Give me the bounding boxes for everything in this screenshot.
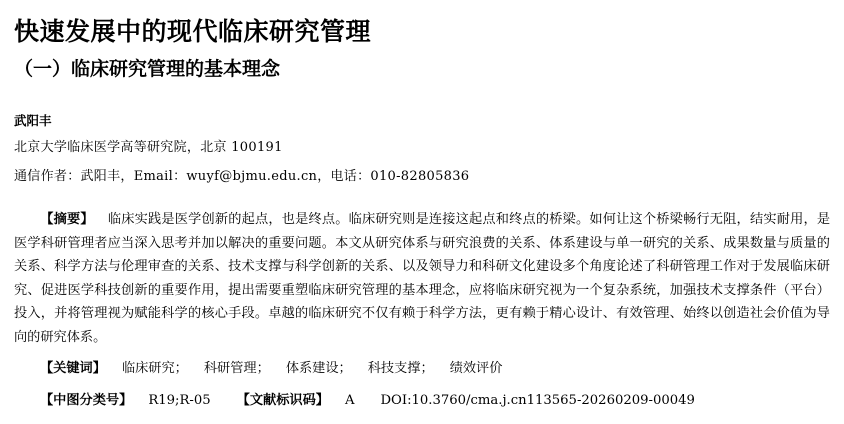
doc-code-label: 【文献标识码】 [236,392,329,408]
author-affiliation: 北京大学临床医学高等研究院，北京 100191 [14,139,283,155]
author-name: 武阳丰 [14,112,52,128]
doi-value: DOI:10.3760/cma.j.cn113565-20260209-00049 [380,392,695,408]
keyword-item: 绩效评价 [449,361,503,377]
clc-value: R19;R-05 [148,392,211,408]
author-block [14,112,830,188]
page-subtitle: （一）临床研究管理的基本理念 [14,58,281,81]
keyword-item: 科技支撑； [367,361,434,377]
keyword-item: 体系建设； [285,361,352,377]
page-title: 快速发展中的现代临床研究管理 [14,17,372,46]
corresponding-author: 通信作者：武阳丰，Email：wuyf@bjmu.edu.cn，电话：010-82805836 [14,169,470,185]
keywords-label: 【关键词】 [40,361,106,377]
doc-code-value: A [344,392,355,408]
clc-label: 【中图分类号】 [40,392,133,408]
keywords-section [14,358,830,380]
classification-section [14,390,830,412]
abstract-text: 临床实践是医学创新的起点，也是终点。临床研究则是连接这起点和终点的桥梁。如何让这个桥梁畅行无阻，结实耐用，是医学科研管理者应当深入思考并加以解决的重要问题。本文从研究体系与研究浪费的关系、体系建设与单一研究的关系、成果数量与质量的关系、科学方法与伦理审查的关系、技术支撑与科学创新的关系、以及领导力和科研文化建设多个角度论述了科研管理工作对于发展临床研究、促进医学科技创新的重要作用，提出需要重塑临床研究管理的基本理念，应将临床研究视为一个复杂系统，加强技术支撑条件（平台）投入，并将管理视为赋能科学的核心手段。卓越的临床研究不仅有赖于科学方法，更有赖于精心设计、有效管理、始终以创造社会价值为导向的研究体系。 [14,212,831,345]
abstract-label: 【摘要】 [40,212,94,228]
abstract-section [14,208,830,349]
keyword-item: 临床研究； [121,361,188,377]
keyword-item: 科研管理； [203,361,270,377]
